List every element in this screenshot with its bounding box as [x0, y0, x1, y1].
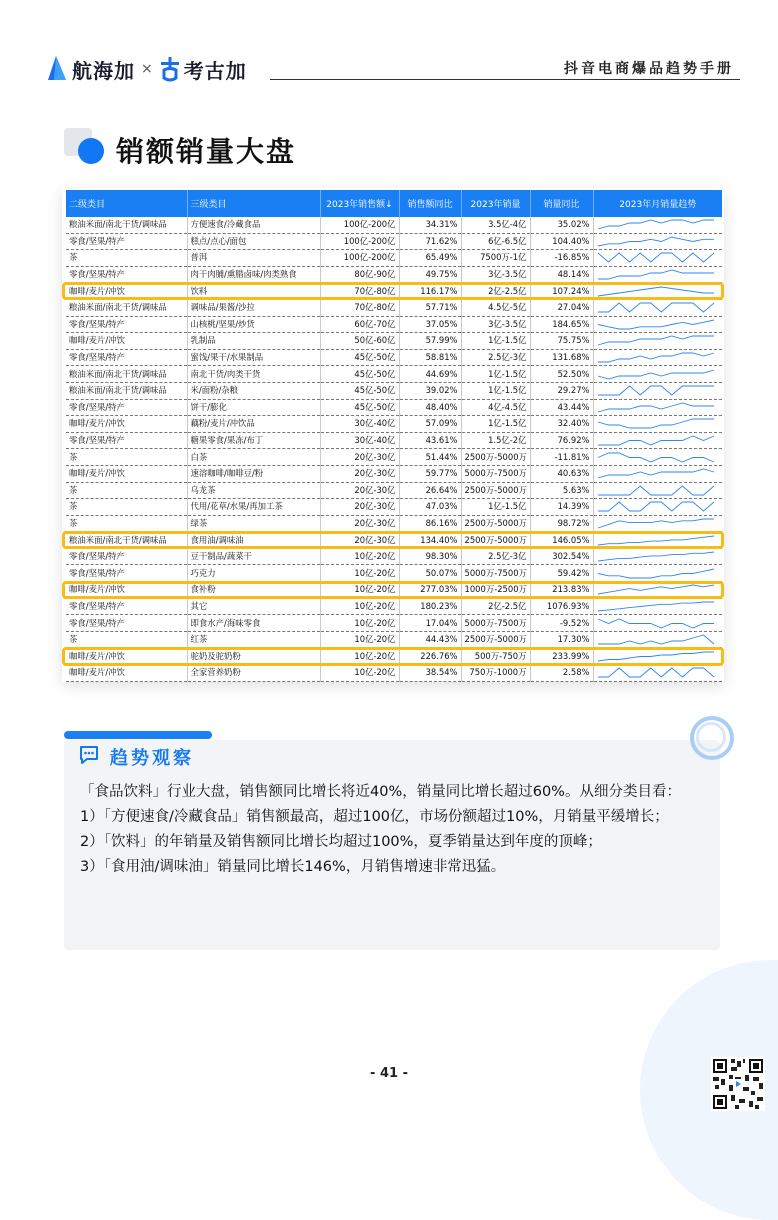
cell-sales-yoy: 65.49%	[399, 250, 461, 267]
insight-text	[80, 780, 700, 880]
cell-cat3: 红茶	[187, 631, 320, 648]
page-number: - 41 -	[370, 1066, 408, 1081]
cell-trend-sparkline	[593, 499, 722, 516]
cell-volume-yoy: 48.14%	[530, 266, 593, 283]
sparkline-series	[598, 253, 714, 262]
header-volume-yoy[interactable]: 销量同比	[530, 190, 593, 217]
cell-cat3: 全家营养奶粉	[187, 665, 320, 682]
table-row	[66, 349, 722, 366]
insight-paragraph: 「食品饮料」行业大盘，销售额同比增长将近40%，销量同比增长超过60%。从细分类目看：	[80, 784, 681, 800]
sparkline-series	[598, 602, 714, 611]
cell-volume-yoy: 98.72%	[530, 515, 593, 532]
sparkline-series	[598, 403, 714, 412]
cell-cat2: 零食/坚果/特产	[66, 316, 187, 333]
cell-cat2: 咖啡/麦片/冲饮	[66, 333, 187, 350]
sparkline-series	[598, 220, 714, 229]
row-highlight	[62, 282, 724, 301]
cell-volume-yoy: 35.02%	[530, 217, 593, 233]
cell-cat3: 饼干/膨化	[187, 399, 320, 416]
page-title: 销额销量大盘	[116, 135, 297, 168]
cell-sales-yoy: 49.75%	[399, 266, 461, 283]
cell-cat3: 豆干制品/蔬菜干	[187, 548, 320, 565]
cell-trend-sparkline	[593, 482, 722, 499]
table-row	[66, 598, 722, 615]
sparkline-series	[598, 419, 714, 428]
cell-volume-yoy: 1076.93%	[530, 598, 593, 615]
header-cat2[interactable]: 二级类目	[66, 190, 187, 217]
cell-sales-yoy: 17.04%	[399, 615, 461, 632]
cell-sales-yoy: 39.02%	[399, 382, 461, 399]
cell-cat2: 茶	[66, 250, 187, 267]
header-cat3[interactable]: 三级类目	[187, 190, 320, 217]
cell-volume: 2500万-5000万	[461, 532, 530, 549]
sparkline-series	[598, 320, 714, 329]
sparkline-chart	[596, 567, 716, 580]
cell-trend-sparkline	[593, 217, 722, 233]
cell-volume-yoy: 233.99%	[530, 648, 593, 665]
sparkline-chart	[596, 550, 716, 563]
cell-cat2: 粮油米面/南北干货/调味品	[66, 382, 187, 399]
cell-trend-sparkline	[593, 432, 722, 449]
cell-volume-yoy: 302.54%	[530, 548, 593, 565]
chat-bubble-icon	[78, 744, 100, 766]
cell-sales: 70亿-80亿	[320, 299, 399, 316]
sparkline-chart	[596, 617, 716, 630]
cell-sales: 10亿-20亿	[320, 631, 399, 648]
table-row	[66, 548, 722, 565]
sparkline-chart	[596, 268, 716, 281]
kaogujia-logo-icon	[159, 56, 181, 82]
cell-cat2: 零食/坚果/特产	[66, 548, 187, 565]
sparkline-series	[598, 303, 714, 312]
cell-volume-yoy: 184.65%	[530, 316, 593, 333]
cell-trend-sparkline	[593, 382, 722, 399]
sparkline-series	[598, 436, 714, 445]
cell-volume: 1亿-1.5亿	[461, 333, 530, 350]
table-row	[66, 416, 722, 433]
cell-cat3: 方便速食/冷藏食品	[187, 217, 320, 233]
cell-sales: 45亿-50亿	[320, 366, 399, 383]
cell-sales: 50亿-60亿	[320, 333, 399, 350]
cell-sales: 10亿-20亿	[320, 582, 399, 599]
insight-paragraph: 3）「食用油/调味油」销量同比增长146%，月销售增速非常迅猛。	[80, 859, 506, 875]
cell-sales-yoy: 48.40%	[399, 399, 461, 416]
cell-volume: 1.5亿-2亿	[461, 432, 530, 449]
cell-cat2: 零食/坚果/特产	[66, 233, 187, 250]
cell-volume-yoy: 40.63%	[530, 465, 593, 482]
cell-trend-sparkline	[593, 366, 722, 383]
cell-cat3: 普洱	[187, 250, 320, 267]
sparkline-series	[598, 469, 714, 478]
cell-trend-sparkline	[593, 598, 722, 615]
cell-trend-sparkline	[593, 615, 722, 632]
cell-volume: 6亿-6.5亿	[461, 233, 530, 250]
sparkline-chart	[596, 467, 716, 480]
cell-sales: 80亿-90亿	[320, 266, 399, 283]
cell-volume-yoy: -16.85%	[530, 250, 593, 267]
sparkline-chart	[596, 351, 716, 364]
cell-cat2: 零食/坚果/特产	[66, 349, 187, 366]
cell-sales: 100亿-200亿	[320, 217, 399, 233]
table-row	[66, 465, 722, 482]
sparkline-chart	[596, 401, 716, 414]
handbook-title: 抖音电商爆品趋势手册	[564, 61, 734, 77]
ring-inner-decoration	[696, 722, 726, 752]
cell-trend-sparkline	[593, 449, 722, 466]
cell-trend-sparkline	[593, 565, 722, 582]
sparkline-chart	[596, 666, 716, 679]
cell-cat3: 糖果零食/果冻/布丁	[187, 432, 320, 449]
cell-sales-yoy: 134.40%	[399, 532, 461, 549]
table-row	[66, 665, 722, 682]
cell-sales: 10亿-20亿	[320, 548, 399, 565]
cell-cat3: 调味品/果酱/沙拉	[187, 299, 320, 316]
table-row	[66, 217, 722, 233]
table-row	[66, 316, 722, 333]
cell-sales: 10亿-20亿	[320, 598, 399, 615]
cell-cat3: 蜜饯/果干/水果制品	[187, 349, 320, 366]
table-header-row	[66, 190, 722, 217]
cell-sales-yoy: 43.61%	[399, 432, 461, 449]
cell-cat2: 零食/坚果/特产	[66, 598, 187, 615]
cell-sales-yoy: 57.99%	[399, 333, 461, 350]
cell-cat3: 饮料	[187, 283, 320, 300]
sparkline-series	[598, 370, 714, 379]
cell-volume-yoy: 76.92%	[530, 432, 593, 449]
cell-volume-yoy: 43.44%	[530, 399, 593, 416]
sparkline-series	[598, 336, 714, 345]
cell-sales-yoy: 51.44%	[399, 449, 461, 466]
cell-volume: 1亿-1.5亿	[461, 416, 530, 433]
sparkline-chart	[596, 235, 716, 248]
title-dot-icon	[78, 138, 104, 164]
sparkline-chart	[596, 368, 716, 381]
cell-volume: 7500万-1亿	[461, 250, 530, 267]
cell-volume: 4.5亿-5亿	[461, 299, 530, 316]
cell-cat3: 肉干肉脯/熏腊卤味/肉类熟食	[187, 266, 320, 283]
cell-cat2: 零食/坚果/特产	[66, 266, 187, 283]
table-row	[66, 482, 722, 499]
cell-sales-yoy: 59.77%	[399, 465, 461, 482]
cell-volume: 3亿-3.5亿	[461, 316, 530, 333]
cell-sales-yoy: 26.64%	[399, 482, 461, 499]
sparkline-series	[598, 668, 714, 677]
cell-volume-yoy: 52.50%	[530, 366, 593, 383]
cell-volume: 1000万-2500万	[461, 582, 530, 599]
cell-cat2: 咖啡/麦片/冲饮	[66, 582, 187, 599]
table-row	[66, 449, 722, 466]
table-row	[66, 399, 722, 416]
cell-trend-sparkline	[593, 299, 722, 316]
cell-cat3: 乳制品	[187, 333, 320, 350]
cell-volume-yoy: 14.39%	[530, 499, 593, 516]
cell-volume-yoy: -9.52%	[530, 615, 593, 632]
cell-trend-sparkline	[593, 316, 722, 333]
cell-volume-yoy: 27.04%	[530, 299, 593, 316]
header-sales[interactable]: 2023年销售额↓	[320, 190, 399, 217]
row-highlight	[62, 647, 724, 666]
cell-cat3: 南北干货/肉类干货	[187, 366, 320, 383]
cell-sales: 60亿-70亿	[320, 316, 399, 333]
sparkline-series	[598, 237, 714, 246]
cell-volume-yoy: 17.30%	[530, 631, 593, 648]
cell-sales-yoy: 57.71%	[399, 299, 461, 316]
sparkline-chart	[596, 600, 716, 613]
cell-cat2: 零食/坚果/特产	[66, 399, 187, 416]
cell-trend-sparkline	[593, 465, 722, 482]
sparkline-series	[598, 353, 714, 362]
table-row	[66, 333, 722, 350]
header-sales-yoy[interactable]: 销售额同比	[399, 190, 461, 217]
header-divider	[270, 79, 740, 80]
qr-code-icon	[711, 1057, 765, 1111]
cell-cat3: 食补粉	[187, 582, 320, 599]
header-volume[interactable]: 2023年销量	[461, 190, 530, 217]
sparkline-chart	[596, 218, 716, 231]
row-highlight	[62, 531, 724, 550]
cell-sales: 10亿-20亿	[320, 565, 399, 582]
cell-sales: 20亿-30亿	[320, 449, 399, 466]
table-row	[66, 515, 722, 532]
cell-sales: 20亿-30亿	[320, 465, 399, 482]
cell-trend-sparkline	[593, 548, 722, 565]
sparkline-chart	[596, 633, 716, 646]
brand-right-name: 考古加	[183, 58, 247, 83]
cell-cat2: 茶	[66, 515, 187, 532]
cell-cat2: 零食/坚果/特产	[66, 432, 187, 449]
cell-volume: 2500万-5000万	[461, 631, 530, 648]
brand-left-name: 航海加	[72, 58, 135, 83]
cell-volume: 750万-1000万	[461, 665, 530, 682]
cell-volume: 2500万-5000万	[461, 449, 530, 466]
table-row	[66, 565, 722, 582]
cell-sales-yoy: 38.54%	[399, 665, 461, 682]
insight-paragraph: 2）「饮料」的年销量及销售额同比增长均超过100%，夏季销量达到年度的顶峰；	[80, 834, 602, 850]
cell-volume: 3亿-3.5亿	[461, 266, 530, 283]
cell-volume-yoy: 5.63%	[530, 482, 593, 499]
cell-cat2: 茶	[66, 482, 187, 499]
cell-cat3: 速溶咖啡/咖啡豆/粉	[187, 465, 320, 482]
table-row	[66, 233, 722, 250]
cell-cat2: 茶	[66, 631, 187, 648]
cell-volume: 5000万-7500万	[461, 565, 530, 582]
cell-cat3: 白茶	[187, 449, 320, 466]
cell-sales: 45亿-50亿	[320, 349, 399, 366]
cell-volume-yoy: 2.58%	[530, 665, 593, 682]
cell-volume: 1亿-1.5亿	[461, 382, 530, 399]
table-row	[66, 366, 722, 383]
cell-volume-yoy: 131.68%	[530, 349, 593, 366]
sparkline-chart	[596, 334, 716, 347]
cell-sales-yoy: 50.07%	[399, 565, 461, 582]
cell-cat3: 山核桃/坚果/炒货	[187, 316, 320, 333]
cell-sales-yoy: 44.69%	[399, 366, 461, 383]
cell-cat3: 其它	[187, 598, 320, 615]
brand-separator: ×	[141, 61, 153, 77]
cell-sales: 30亿-40亿	[320, 416, 399, 433]
cell-sales: 100亿-200亿	[320, 233, 399, 250]
table-row	[66, 432, 722, 449]
sparkline-series	[598, 486, 714, 495]
cell-volume: 4亿-4.5亿	[461, 399, 530, 416]
cell-cat3: 代用/花草/水果/再加工茶	[187, 499, 320, 516]
cell-volume-yoy: 32.40%	[530, 416, 593, 433]
cell-sales: 20亿-30亿	[320, 482, 399, 499]
cell-sales: 45亿-50亿	[320, 399, 399, 416]
cell-volume-yoy: 104.40%	[530, 233, 593, 250]
cell-sales-yoy: 58.81%	[399, 349, 461, 366]
sparkline-chart	[596, 434, 716, 447]
cell-sales-yoy: 47.03%	[399, 499, 461, 516]
table-row	[66, 382, 722, 399]
sparkline-series	[598, 386, 714, 395]
insight-accent-bar	[64, 731, 212, 739]
cell-volume-yoy: 59.42%	[530, 565, 593, 582]
cell-volume: 2500万-5000万	[461, 515, 530, 532]
cell-sales: 70亿-80亿	[320, 283, 399, 300]
sparkline-series	[598, 635, 714, 644]
cell-sales: 45亿-50亿	[320, 382, 399, 399]
cell-cat3: 食用油/调味油	[187, 532, 320, 549]
cell-volume-yoy: 146.05%	[530, 532, 593, 549]
cell-sales-yoy: 226.76%	[399, 648, 461, 665]
cell-sales: 20亿-30亿	[320, 499, 399, 516]
cell-cat3: 绿茶	[187, 515, 320, 532]
sparkline-chart	[596, 517, 716, 530]
cell-sales-yoy: 57.09%	[399, 416, 461, 433]
cell-cat2: 咖啡/麦片/冲饮	[66, 416, 187, 433]
cell-sales: 20亿-30亿	[320, 515, 399, 532]
cell-trend-sparkline	[593, 233, 722, 250]
sparkline-series	[598, 552, 714, 561]
cell-trend-sparkline	[593, 333, 722, 350]
cell-sales-yoy: 34.31%	[399, 217, 461, 233]
cell-volume-yoy: -11.81%	[530, 449, 593, 466]
cell-volume: 2.5亿-3亿	[461, 349, 530, 366]
sparkline-chart	[596, 384, 716, 397]
sparkline-series	[598, 502, 714, 511]
cell-volume: 5000万-7500万	[461, 465, 530, 482]
cell-sales: 20亿-30亿	[320, 532, 399, 549]
cell-sales-yoy: 37.05%	[399, 316, 461, 333]
sparkline-series	[598, 519, 714, 528]
cell-trend-sparkline	[593, 266, 722, 283]
cell-trend-sparkline	[593, 399, 722, 416]
cell-volume-yoy: 29.27%	[530, 382, 593, 399]
cell-sales: 100亿-200亿	[320, 250, 399, 267]
sparkline-chart	[596, 251, 716, 264]
table-row	[66, 250, 722, 267]
cell-cat2: 咖啡/麦片/冲饮	[66, 465, 187, 482]
sparkline-chart	[596, 451, 716, 464]
cell-cat3: 驼奶及驼奶粉	[187, 648, 320, 665]
cell-trend-sparkline	[593, 631, 722, 648]
cell-cat3: 糕点/点心/面包	[187, 233, 320, 250]
cell-cat2: 咖啡/麦片/冲饮	[66, 283, 187, 300]
cell-sales-yoy: 86.16%	[399, 515, 461, 532]
cell-trend-sparkline	[593, 416, 722, 433]
table-row	[66, 615, 722, 632]
insight-title: 趋势观察	[110, 748, 194, 769]
cell-volume: 5000万-7500万	[461, 615, 530, 632]
cell-volume: 2500万-5000万	[461, 482, 530, 499]
brand-logos	[44, 54, 247, 84]
cell-volume-yoy: 107.24%	[530, 283, 593, 300]
cell-cat3: 巧克力	[187, 565, 320, 582]
cell-cat3: 藕粉/麦片/冲饮品	[187, 416, 320, 433]
sparkline-chart	[596, 318, 716, 331]
cell-cat2: 咖啡/麦片/冲饮	[66, 665, 187, 682]
sparkline-series	[598, 619, 714, 628]
cell-volume-yoy: 213.83%	[530, 582, 593, 599]
insight-paragraph: 1）「方便速食/冷藏食品」销售额最高，超过100亿，市场份额超过10%，月销量平缓增长；	[80, 809, 669, 825]
sail-logo-icon	[44, 55, 68, 83]
cell-volume: 3.5亿-4亿	[461, 217, 530, 233]
cell-sales: 10亿-20亿	[320, 615, 399, 632]
cell-cat2: 粮油米面/南北干货/调味品	[66, 217, 187, 233]
cell-sales-yoy: 71.62%	[399, 233, 461, 250]
cell-trend-sparkline	[593, 250, 722, 267]
cell-cat2: 零食/坚果/特产	[66, 615, 187, 632]
cell-sales-yoy: 44.43%	[399, 631, 461, 648]
sparkline-series	[598, 569, 714, 578]
sparkline-series	[598, 453, 714, 462]
cell-volume: 2亿-2.5亿	[461, 283, 530, 300]
cell-cat2: 茶	[66, 499, 187, 516]
cell-cat3: 即食水产/海味零食	[187, 615, 320, 632]
cell-sales-yoy: 116.17%	[399, 283, 461, 300]
cell-sales: 30亿-40亿	[320, 432, 399, 449]
cell-trend-sparkline	[593, 665, 722, 682]
cell-sales-yoy: 180.23%	[399, 598, 461, 615]
cell-volume-yoy: 75.75%	[530, 333, 593, 350]
cell-cat3: 米/面粉/杂粮	[187, 382, 320, 399]
sparkline-chart	[596, 417, 716, 430]
cell-cat2: 茶	[66, 449, 187, 466]
table-row	[66, 499, 722, 516]
cell-sales-yoy: 277.03%	[399, 582, 461, 599]
cell-cat2: 粮油米面/南北干货/调味品	[66, 299, 187, 316]
cell-cat2: 咖啡/麦片/冲饮	[66, 648, 187, 665]
sparkline-chart	[596, 301, 716, 314]
sparkline-series	[598, 270, 714, 279]
table-row	[66, 266, 722, 283]
sparkline-chart	[596, 500, 716, 513]
sparkline-chart	[596, 484, 716, 497]
cell-volume: 2亿-2.5亿	[461, 598, 530, 615]
cell-volume: 1亿-1.5亿	[461, 499, 530, 516]
cell-volume: 500万-750万	[461, 648, 530, 665]
cell-cat2: 粮油米面/南北干货/调味品	[66, 366, 187, 383]
cell-cat2: 零食/坚果/特产	[66, 565, 187, 582]
cell-volume: 2.5亿-3亿	[461, 548, 530, 565]
header-trend[interactable]: 2023年月销量趋势	[593, 190, 722, 217]
cell-sales: 10亿-20亿	[320, 648, 399, 665]
cell-cat2: 粮油米面/南北干货/调味品	[66, 532, 187, 549]
table-row	[66, 631, 722, 648]
table-row	[66, 299, 722, 316]
cell-trend-sparkline	[593, 515, 722, 532]
cell-volume: 1亿-1.5亿	[461, 366, 530, 383]
row-highlight	[62, 581, 724, 600]
sales-table	[66, 190, 722, 682]
cell-sales: 10亿-20亿	[320, 665, 399, 682]
cell-sales-yoy: 98.30%	[399, 548, 461, 565]
cell-trend-sparkline	[593, 349, 722, 366]
cell-cat3: 乌龙茶	[187, 482, 320, 499]
